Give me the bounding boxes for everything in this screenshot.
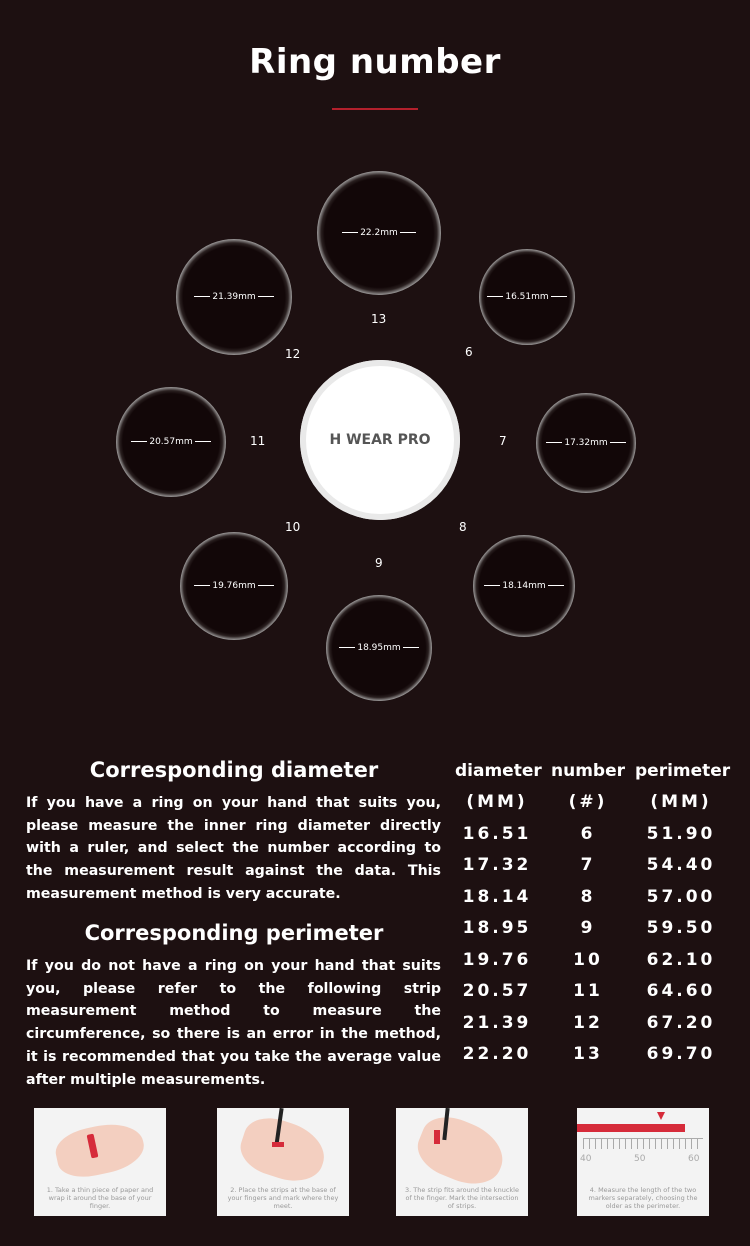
ruler-label: 40 [580, 1154, 592, 1164]
step-caption: 1. Take a thin piece of paper and wrap it around the base of your finger. [46, 1186, 154, 1210]
diameter-heading: Corresponding diameter [89, 758, 379, 782]
step-card-1 [34, 1108, 166, 1216]
table-column-perimeter [635, 787, 727, 1071]
ring-12 [176, 239, 292, 355]
step-card-3 [396, 1108, 528, 1216]
perimeter-paragraph: If you do not have a ring on your hand that suits you, please refer to the following strip measurement method to measure the circumference, so there is an error in the method, it is recommended that you take the average value after multiple measurements. [26, 958, 441, 1088]
page-title: Ring number [249, 42, 501, 82]
step-caption: 3. The strip fits around the knuckle of the finger. Mark the intersection of strips. [405, 1186, 519, 1210]
table-cell: 54.40 [646, 855, 716, 875]
table-cell: 11 [573, 981, 603, 1001]
ring-number-13: 13 [371, 312, 387, 326]
table-cell: 67.20 [646, 1012, 716, 1033]
ruler-label: 60 [688, 1154, 700, 1164]
table-cell: 7 [580, 855, 596, 875]
title-underline [332, 108, 418, 110]
table-cell: 57.00 [646, 886, 716, 907]
ring-diameter-label: 19.76mm [180, 581, 288, 591]
table-cell: 12 [573, 1012, 603, 1033]
table-column-diameter [455, 787, 539, 1071]
ring-6 [479, 249, 575, 345]
ruler [583, 1138, 703, 1149]
table-unit: (#) [568, 792, 608, 812]
ring-diameter-label: 17.32mm [536, 438, 636, 448]
table-unit: (MM) [466, 792, 528, 812]
table-cell: 18.14 [462, 886, 532, 907]
table-cell: 9 [580, 918, 596, 938]
ring-diameter-label: 18.95mm [326, 643, 432, 653]
ruler-label: 50 [634, 1154, 646, 1164]
table-cell: 51.90 [646, 823, 716, 844]
table-cell: 20.57 [462, 981, 532, 1001]
step-card-4 [577, 1108, 709, 1216]
diameter-paragraph: If you have a ring on your hand that suits you, please measure the inner ring diameter directly with a ruler, and select the number according to the measurement result against the data. This measurement method is very accurate. [26, 795, 441, 902]
brand-disc [300, 360, 460, 520]
ring-8 [473, 535, 575, 637]
table-cell: 59.50 [646, 918, 716, 938]
table-cell: 69.70 [646, 1044, 716, 1064]
marker-arrow-icon [657, 1112, 665, 1120]
table-unit: (MM) [650, 792, 712, 812]
table-cell: 17.32 [462, 855, 532, 875]
step-card-2 [217, 1108, 349, 1216]
ring-13 [317, 171, 441, 295]
ring-number-12: 12 [285, 347, 301, 361]
ring-number-11: 11 [250, 434, 266, 448]
ring-number-9: 9 [375, 556, 383, 570]
measure-strip [577, 1124, 685, 1132]
table-cell: 13 [573, 1044, 603, 1064]
table-header-number: number [550, 761, 625, 781]
table-cell: 21.39 [462, 1012, 532, 1033]
paper-strip [434, 1130, 440, 1144]
ring-diameter-label: 20.57mm [116, 437, 226, 447]
table-header-perimeter: perimeter [635, 761, 731, 781]
ring-diameter-label: 16.51mm [479, 292, 575, 302]
brand-label: H WEAR PRO [329, 432, 431, 448]
table-cell: 18.95 [462, 918, 532, 938]
ring-9 [326, 595, 432, 701]
hand-illustration [52, 1117, 148, 1182]
ring-diameter-label: 21.39mm [176, 292, 292, 302]
table-cell: 8 [580, 886, 596, 907]
hand-illustration [234, 1110, 331, 1189]
ring-10 [180, 532, 288, 640]
ring-11 [116, 387, 226, 497]
table-cell: 6 [580, 823, 596, 844]
ring-number-6: 6 [465, 345, 473, 359]
paper-strip [272, 1142, 284, 1147]
ring-diameter-label: 18.14mm [473, 581, 575, 591]
step-caption: 2. Place the strips at the base of your fingers and mark where they meet. [227, 1186, 339, 1210]
ring-diameter-label: 22.2mm [317, 228, 441, 238]
table-cell: 10 [573, 949, 603, 970]
table-column-number [550, 787, 626, 1071]
perimeter-heading: Corresponding perimeter [84, 921, 384, 945]
table-cell: 19.76 [462, 949, 532, 970]
ring-number-10: 10 [285, 520, 301, 534]
ring-number-8: 8 [459, 520, 467, 534]
hand-illustration [410, 1108, 511, 1194]
table-header-diameter: diameter [455, 761, 542, 781]
table-cell: 22.20 [462, 1044, 532, 1064]
table-cell: 62.10 [646, 949, 716, 970]
step-caption: 4. Measure the length of the two markers separately, choosing the older as the perimeter. [588, 1186, 698, 1210]
table-cell: 16.51 [462, 823, 532, 844]
ring-number-7: 7 [499, 434, 507, 448]
table-cell: 64.60 [646, 981, 716, 1001]
ring-7 [536, 393, 636, 493]
